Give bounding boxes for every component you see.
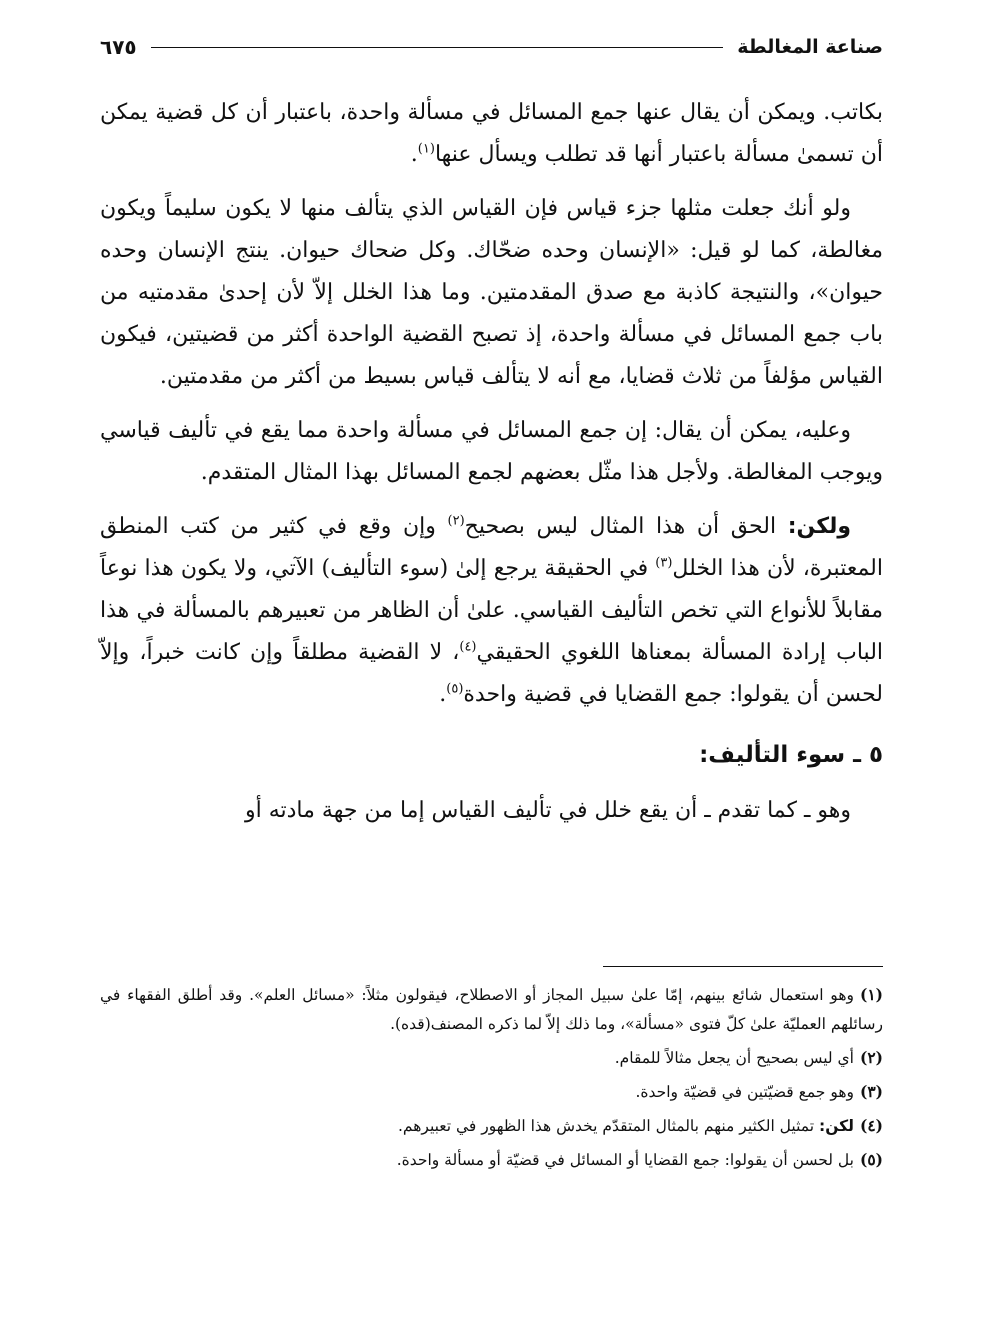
paragraph bbox=[100, 506, 883, 716]
footnote-number: (٣) bbox=[859, 1082, 883, 1101]
footnote-ref: (٤) bbox=[459, 639, 477, 655]
paragraph-text: بكاتب. ويمكن أن يقال عنها جمع المسائل في مسألة واحدة، باعتبار أن كل قضية يمكن أن تسمىٰ مسألة باعتبار أنها قد تطلب ويسأل عنها bbox=[100, 100, 883, 167]
page-number: ٦٧٥ bbox=[100, 35, 137, 59]
footnote bbox=[100, 1043, 883, 1073]
footnote bbox=[100, 1077, 883, 1107]
paragraph bbox=[100, 92, 883, 176]
paragraph-tail: . bbox=[439, 682, 447, 707]
main-text bbox=[100, 92, 883, 844]
footnote-text: وهو جمع قضيّتين في قضيّة واحدة. bbox=[635, 1083, 854, 1101]
footnote-text: وهو استعمال شائع بينهم، إمّا علىٰ سبيل المجاز أو الاصطلاح، فيقولون مثلاً: «مسائل العلم». وقد أطلق الفقهاء في رسائلهم العمليّة علىٰ كلّ فتوى «مسألة»، وما ذلك إلاّ لما ذكره المصنف(قده). bbox=[100, 986, 883, 1033]
footnote-number: (٢) bbox=[859, 1048, 883, 1067]
footnote-ref: (٣) bbox=[655, 555, 673, 571]
footnote-ref: (١) bbox=[417, 141, 435, 157]
paragraph-text: ، لا القضية مطلقاً وإن كانت خبراً، وإلاّ لحسن أن يقولوا: جمع القضايا في قضية واحدة bbox=[100, 640, 883, 707]
footnote-ref: (٥) bbox=[446, 681, 464, 697]
footnote-text: تمثيل الكثير منهم بالمثال المتقدّم يخدش هذا الظهور في تعبيرهم. bbox=[397, 1117, 815, 1135]
paragraph-tail: . bbox=[410, 142, 418, 167]
paragraph-lead: ولكن: bbox=[787, 514, 852, 539]
footnote-number: (٥) bbox=[859, 1150, 883, 1169]
paragraph-text: وعليه، يمكن أن يقال: إن جمع المسائل في مسألة واحدة مما يقع في تأليف قياسي ويوجب المغالطة. ولأجل هذا مثّل بعضهم لجمع المسائل بهذا المثال المتقدم. bbox=[100, 418, 883, 485]
footnote-separator bbox=[603, 966, 883, 967]
footnote bbox=[100, 1111, 883, 1141]
footnote-text: أي ليس بصحيح أن يجعل مثالاً للمقام. bbox=[614, 1049, 854, 1067]
paragraph bbox=[100, 410, 883, 494]
chapter-title: صناعة المغالطة bbox=[737, 36, 883, 58]
footnotes bbox=[100, 980, 883, 1179]
page-header bbox=[100, 30, 883, 64]
footnote-bold: لكن: bbox=[819, 1117, 854, 1135]
paragraph bbox=[100, 790, 883, 832]
paragraph-text: الحق أن هذا المثال ليس بصحيح bbox=[464, 514, 777, 539]
paragraph-text: في الحقيقة يرجع إلىٰ (سوء التأليف) الآتي، ولا يكون هذا نوعاً مقابلاً للأنواع التي تخص التأليف القياسي. علىٰ أن الظاهر من تعبيرهم بالمسألة في هذا الباب إرادة المسألة بمعناها اللغوي الحقيقي bbox=[100, 556, 884, 665]
paragraph bbox=[100, 188, 883, 398]
footnote-number: (١) bbox=[859, 985, 883, 1004]
paragraph-text: وإن وقع في كثير من كتب المنطق المعتبرة، لأن هذا الخلل bbox=[100, 514, 883, 581]
footnote-ref: (٢) bbox=[447, 513, 465, 529]
footnote bbox=[100, 1145, 883, 1175]
footnote-text: بل لحسن أن يقولوا: جمع القضايا أو المسائل في قضيّة أو مسألة واحدة. bbox=[396, 1151, 854, 1169]
footnote bbox=[100, 980, 883, 1039]
paragraph-text: ولو أنك جعلت مثلها جزء قياس فإن القياس الذي يتألف منها لا يكون سليماً ويكون مغالطة، كما لو قيل: «الإنسان وحده ضحّاك. وكل ضحاك حيوان. ينتج الإنسان وحده حيوان»، والنتيجة كاذبة مع صدق المقدمتين. وما هذا الخلل إلاّ لأن إحدىٰ مقدمتيه من باب جمع المسائل في مسألة واحدة، إذ تصبح القضية الواحدة أكثر من قضيتين، فيكون القياس مؤلفاً من ثلاث قضايا، مع أنه لا يتألف قياس بسيط من أكثر من مقدمتين. bbox=[100, 196, 883, 389]
footnote-number: (٤) bbox=[859, 1116, 883, 1135]
paragraph-text: وهو ـ كما تقدم ـ أن يقع خلل في تأليف القياس إما من جهة مادته أو bbox=[244, 798, 851, 823]
header-rule bbox=[151, 47, 724, 48]
section-heading: ٥ ـ سوء التأليف: bbox=[699, 742, 883, 768]
